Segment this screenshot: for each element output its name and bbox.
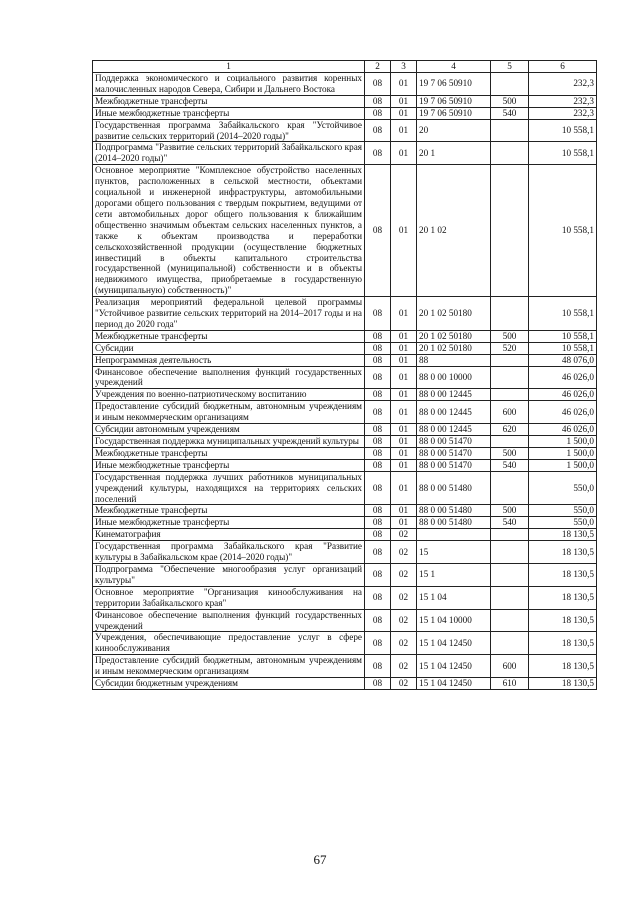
table-row bbox=[93, 459, 597, 471]
header-cell-target-article: 4 bbox=[417, 61, 491, 73]
table-row bbox=[93, 297, 597, 331]
row-name-cell: Субсидии автономным учреждениям bbox=[93, 424, 365, 436]
row-section-cell: 08 bbox=[365, 529, 391, 541]
row-amount-cell: 232,3 bbox=[529, 95, 597, 107]
row-expense-type-cell: 600 bbox=[491, 401, 529, 424]
row-target-article-cell: 20 1 02 50180 bbox=[417, 330, 491, 342]
row-amount-cell: 18 130,5 bbox=[529, 586, 597, 609]
row-name-cell: Кинематография bbox=[93, 529, 365, 541]
row-target-article-cell: 20 1 02 bbox=[417, 165, 491, 297]
budget-table bbox=[92, 60, 597, 690]
table-row bbox=[93, 342, 597, 354]
row-subsection-cell: 01 bbox=[391, 354, 417, 366]
row-amount-cell: 10 558,1 bbox=[529, 165, 597, 297]
row-expense-type-cell bbox=[491, 529, 529, 541]
row-expense-type-cell bbox=[491, 609, 529, 632]
row-section-cell: 08 bbox=[365, 563, 391, 586]
table-header bbox=[93, 61, 597, 73]
row-name-cell: Межбюджетные трансферты bbox=[93, 330, 365, 342]
row-section-cell: 08 bbox=[365, 655, 391, 678]
row-section-cell: 08 bbox=[365, 541, 391, 564]
row-target-article-cell: 20 1 02 50180 bbox=[417, 297, 491, 331]
row-name-cell: Подпрограмма "Развитие сельских территорий Забайкальского края (2014–2020 годы)" bbox=[93, 142, 365, 165]
row-section-cell: 08 bbox=[365, 436, 391, 448]
row-name-cell: Поддержка экономического и социального развития коренных малочисленных народов Севера, Сибири и Дальнего Востока bbox=[93, 73, 365, 96]
row-target-article-cell: 88 0 00 51470 bbox=[417, 436, 491, 448]
row-expense-type-cell: 500 bbox=[491, 95, 529, 107]
row-amount-cell: 48 076,0 bbox=[529, 354, 597, 366]
row-name-cell: Государственная поддержка муниципальных учреждений культуры bbox=[93, 436, 365, 448]
row-name-cell: Предоставление субсидий бюджетным, автономным учреждениям и иным некоммерческим организациям bbox=[93, 655, 365, 678]
row-subsection-cell: 01 bbox=[391, 165, 417, 297]
row-amount-cell: 1 500,0 bbox=[529, 436, 597, 448]
row-expense-type-cell: 500 bbox=[491, 447, 529, 459]
row-expense-type-cell: 610 bbox=[491, 678, 529, 690]
row-target-article-cell: 20 bbox=[417, 119, 491, 142]
row-target-article-cell: 88 0 00 12445 bbox=[417, 389, 491, 401]
row-target-article-cell: 88 0 00 51470 bbox=[417, 459, 491, 471]
row-target-article-cell: 88 0 00 51470 bbox=[417, 447, 491, 459]
row-name-cell: Субсидии bbox=[93, 342, 365, 354]
table-row bbox=[93, 107, 597, 119]
row-target-article-cell: 15 1 04 12450 bbox=[417, 655, 491, 678]
row-amount-cell: 46 026,0 bbox=[529, 366, 597, 389]
row-section-cell: 08 bbox=[365, 505, 391, 517]
row-target-article-cell: 88 0 00 12445 bbox=[417, 424, 491, 436]
row-amount-cell: 1 500,0 bbox=[529, 447, 597, 459]
header-cell-name: 1 bbox=[93, 61, 365, 73]
row-section-cell: 08 bbox=[365, 366, 391, 389]
row-section-cell: 08 bbox=[365, 459, 391, 471]
row-amount-cell: 10 558,1 bbox=[529, 142, 597, 165]
row-expense-type-cell: 620 bbox=[491, 424, 529, 436]
row-target-article-cell: 15 1 04 bbox=[417, 586, 491, 609]
row-target-article-cell bbox=[417, 529, 491, 541]
row-amount-cell: 232,3 bbox=[529, 73, 597, 96]
row-expense-type-cell bbox=[491, 142, 529, 165]
row-section-cell: 08 bbox=[365, 471, 391, 505]
row-name-cell: Иные межбюджетные трансферты bbox=[93, 517, 365, 529]
row-target-article-cell: 19 7 06 50910 bbox=[417, 95, 491, 107]
row-amount-cell: 46 026,0 bbox=[529, 424, 597, 436]
row-amount-cell: 18 130,5 bbox=[529, 678, 597, 690]
row-subsection-cell: 01 bbox=[391, 401, 417, 424]
table-row bbox=[93, 609, 597, 632]
row-section-cell: 08 bbox=[365, 95, 391, 107]
row-amount-cell: 550,0 bbox=[529, 471, 597, 505]
row-expense-type-cell bbox=[491, 119, 529, 142]
row-name-cell: Государственная программа Забайкальского края "Устойчивое развитие сельских территорий (2014–2020 годы)" bbox=[93, 119, 365, 142]
header-cell-section: 2 bbox=[365, 61, 391, 73]
row-section-cell: 08 bbox=[365, 586, 391, 609]
row-name-cell: Межбюджетные трансферты bbox=[93, 447, 365, 459]
row-name-cell: Реализация мероприятий федеральной целевой программы "Устойчивое развитие сельских территорий на 2014–2017 годы и на период до 2020 года" bbox=[93, 297, 365, 331]
row-name-cell: Учреждения по военно-патриотическому воспитанию bbox=[93, 389, 365, 401]
row-expense-type-cell bbox=[491, 389, 529, 401]
row-amount-cell: 10 558,1 bbox=[529, 297, 597, 331]
row-target-article-cell: 88 0 00 10000 bbox=[417, 366, 491, 389]
row-name-cell: Основное мероприятие "Комплексное обустройство населенных пунктов, расположенных в сельской местности, объектами социальной и инженерной инфраструктуры, автомобильными дорогами общего пользования с твердым покрытием, ведущими от сети автомобильных дорог общего пользования к ближайшим общественно значимым объектам сельских населенных пунктов, а также к объектам производства и переработки сельскохозяйственной продукции (осуществление бюджетных инвестиций в объекты капитального строительства государственной (муниципальной) собственности и в объекты недвижимого имущества, приобретаемые в государственную (муниципальную) собственность)" bbox=[93, 165, 365, 297]
row-name-cell: Непрограммная деятельность bbox=[93, 354, 365, 366]
row-amount-cell: 18 130,5 bbox=[529, 609, 597, 632]
row-name-cell: Иные межбюджетные трансферты bbox=[93, 459, 365, 471]
row-subsection-cell: 02 bbox=[391, 563, 417, 586]
row-amount-cell: 10 558,1 bbox=[529, 330, 597, 342]
row-section-cell: 08 bbox=[365, 354, 391, 366]
table-row bbox=[93, 563, 597, 586]
row-expense-type-cell bbox=[491, 297, 529, 331]
table-row bbox=[93, 655, 597, 678]
table-row bbox=[93, 541, 597, 564]
row-section-cell: 08 bbox=[365, 107, 391, 119]
row-subsection-cell: 01 bbox=[391, 517, 417, 529]
table-row bbox=[93, 678, 597, 690]
row-section-cell: 08 bbox=[365, 342, 391, 354]
table-row bbox=[93, 366, 597, 389]
row-expense-type-cell bbox=[491, 471, 529, 505]
table-body bbox=[93, 73, 597, 690]
row-name-cell: Межбюджетные трансферты bbox=[93, 95, 365, 107]
row-section-cell: 08 bbox=[365, 330, 391, 342]
row-target-article-cell: 15 1 04 12450 bbox=[417, 678, 491, 690]
row-target-article-cell: 88 0 00 12445 bbox=[417, 401, 491, 424]
row-amount-cell: 18 130,5 bbox=[529, 529, 597, 541]
row-section-cell: 08 bbox=[365, 389, 391, 401]
row-name-cell: Подпрограмма "Обеспечение многообразия услуг организаций культуры" bbox=[93, 563, 365, 586]
row-subsection-cell: 01 bbox=[391, 119, 417, 142]
row-section-cell: 08 bbox=[365, 119, 391, 142]
row-section-cell: 08 bbox=[365, 401, 391, 424]
row-target-article-cell: 88 0 00 51480 bbox=[417, 505, 491, 517]
row-subsection-cell: 01 bbox=[391, 342, 417, 354]
table-row bbox=[93, 529, 597, 541]
table-row bbox=[93, 471, 597, 505]
row-expense-type-cell bbox=[491, 586, 529, 609]
row-subsection-cell: 02 bbox=[391, 609, 417, 632]
header-cell-expense-type: 5 bbox=[491, 61, 529, 73]
row-section-cell: 08 bbox=[365, 297, 391, 331]
row-section-cell: 08 bbox=[365, 424, 391, 436]
table-row bbox=[93, 330, 597, 342]
table-row bbox=[93, 517, 597, 529]
row-target-article-cell: 88 bbox=[417, 354, 491, 366]
row-amount-cell: 18 130,5 bbox=[529, 563, 597, 586]
row-subsection-cell: 01 bbox=[391, 459, 417, 471]
row-expense-type-cell: 540 bbox=[491, 517, 529, 529]
row-amount-cell: 46 026,0 bbox=[529, 389, 597, 401]
table-row bbox=[93, 586, 597, 609]
header-cell-subsection: 3 bbox=[391, 61, 417, 73]
table-row bbox=[93, 389, 597, 401]
row-subsection-cell: 01 bbox=[391, 330, 417, 342]
row-name-cell: Финансовое обеспечение выполнения функций государственных учреждений bbox=[93, 366, 365, 389]
row-subsection-cell: 01 bbox=[391, 505, 417, 517]
table-row bbox=[93, 436, 597, 448]
row-section-cell: 08 bbox=[365, 609, 391, 632]
row-name-cell: Иные межбюджетные трансферты bbox=[93, 107, 365, 119]
header-cell-amount: 6 bbox=[529, 61, 597, 73]
row-amount-cell: 232,3 bbox=[529, 107, 597, 119]
row-subsection-cell: 01 bbox=[391, 297, 417, 331]
row-target-article-cell: 19 7 06 50910 bbox=[417, 107, 491, 119]
row-expense-type-cell bbox=[491, 366, 529, 389]
row-target-article-cell: 20 1 02 50180 bbox=[417, 342, 491, 354]
row-section-cell: 08 bbox=[365, 517, 391, 529]
row-amount-cell: 10 558,1 bbox=[529, 119, 597, 142]
row-subsection-cell: 01 bbox=[391, 142, 417, 165]
row-target-article-cell: 88 0 00 51480 bbox=[417, 517, 491, 529]
row-amount-cell: 46 026,0 bbox=[529, 401, 597, 424]
row-subsection-cell: 01 bbox=[391, 366, 417, 389]
row-expense-type-cell bbox=[491, 632, 529, 655]
row-subsection-cell: 02 bbox=[391, 529, 417, 541]
header-row bbox=[93, 61, 597, 73]
row-section-cell: 08 bbox=[365, 632, 391, 655]
row-section-cell: 08 bbox=[365, 447, 391, 459]
row-subsection-cell: 01 bbox=[391, 95, 417, 107]
row-subsection-cell: 02 bbox=[391, 541, 417, 564]
table-row bbox=[93, 73, 597, 96]
row-amount-cell: 18 130,5 bbox=[529, 541, 597, 564]
row-expense-type-cell bbox=[491, 165, 529, 297]
table-row bbox=[93, 632, 597, 655]
row-amount-cell: 550,0 bbox=[529, 517, 597, 529]
row-subsection-cell: 01 bbox=[391, 107, 417, 119]
row-expense-type-cell: 500 bbox=[491, 505, 529, 517]
row-subsection-cell: 01 bbox=[391, 471, 417, 505]
page-number: 67 bbox=[313, 852, 327, 867]
table-row bbox=[93, 119, 597, 142]
row-target-article-cell: 20 1 bbox=[417, 142, 491, 165]
row-name-cell: Предоставление субсидий бюджетным, автономным учреждениям и иным некоммерческим организациям bbox=[93, 401, 365, 424]
row-expense-type-cell: 520 bbox=[491, 342, 529, 354]
row-expense-type-cell bbox=[491, 436, 529, 448]
row-expense-type-cell bbox=[491, 354, 529, 366]
row-target-article-cell: 19 7 06 50910 bbox=[417, 73, 491, 96]
row-section-cell: 08 bbox=[365, 165, 391, 297]
table-row bbox=[93, 447, 597, 459]
row-subsection-cell: 02 bbox=[391, 632, 417, 655]
row-target-article-cell: 15 1 04 12450 bbox=[417, 632, 491, 655]
row-subsection-cell: 02 bbox=[391, 586, 417, 609]
row-name-cell: Государственная программа Забайкальского края "Развитие культуры в Забайкальском крае (2014–2020 годы)" bbox=[93, 541, 365, 564]
row-amount-cell: 18 130,5 bbox=[529, 655, 597, 678]
row-name-cell: Субсидии бюджетным учреждениям bbox=[93, 678, 365, 690]
row-expense-type-cell bbox=[491, 563, 529, 586]
table-row bbox=[93, 354, 597, 366]
table-row bbox=[93, 165, 597, 297]
row-name-cell: Государственная поддержка лучших работников муниципальных учреждений культуры, находящихся на территориях сельских поселений bbox=[93, 471, 365, 505]
table-row bbox=[93, 142, 597, 165]
row-amount-cell: 1 500,0 bbox=[529, 459, 597, 471]
row-expense-type-cell: 600 bbox=[491, 655, 529, 678]
row-subsection-cell: 01 bbox=[391, 436, 417, 448]
row-name-cell: Межбюджетные трансферты bbox=[93, 505, 365, 517]
row-section-cell: 08 bbox=[365, 73, 391, 96]
row-expense-type-cell bbox=[491, 541, 529, 564]
row-expense-type-cell bbox=[491, 73, 529, 96]
row-target-article-cell: 15 1 bbox=[417, 563, 491, 586]
table-row bbox=[93, 505, 597, 517]
table-row bbox=[93, 95, 597, 107]
row-name-cell: Финансовое обеспечение выполнения функций государственных учреждений bbox=[93, 609, 365, 632]
row-subsection-cell: 01 bbox=[391, 389, 417, 401]
row-amount-cell: 550,0 bbox=[529, 505, 597, 517]
row-target-article-cell: 15 1 04 10000 bbox=[417, 609, 491, 632]
row-subsection-cell: 02 bbox=[391, 655, 417, 678]
row-target-article-cell: 88 0 00 51480 bbox=[417, 471, 491, 505]
row-subsection-cell: 02 bbox=[391, 678, 417, 690]
row-subsection-cell: 01 bbox=[391, 447, 417, 459]
row-name-cell: Учреждения, обеспечивающие предоставление услуг в сфере кинообслуживания bbox=[93, 632, 365, 655]
row-section-cell: 08 bbox=[365, 142, 391, 165]
row-expense-type-cell: 540 bbox=[491, 107, 529, 119]
table-row bbox=[93, 424, 597, 436]
row-name-cell: Основное мероприятие "Организация кинообслуживания на территории Забайкальского края" bbox=[93, 586, 365, 609]
row-amount-cell: 10 558,1 bbox=[529, 342, 597, 354]
row-subsection-cell: 01 bbox=[391, 73, 417, 96]
row-expense-type-cell: 500 bbox=[491, 330, 529, 342]
row-section-cell: 08 bbox=[365, 678, 391, 690]
row-target-article-cell: 15 bbox=[417, 541, 491, 564]
row-subsection-cell: 01 bbox=[391, 424, 417, 436]
table-row bbox=[93, 401, 597, 424]
row-amount-cell: 18 130,5 bbox=[529, 632, 597, 655]
row-expense-type-cell: 540 bbox=[491, 459, 529, 471]
